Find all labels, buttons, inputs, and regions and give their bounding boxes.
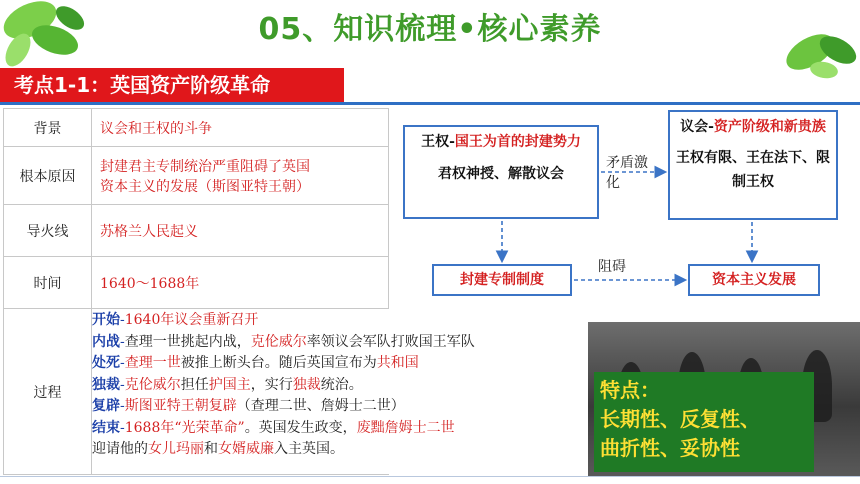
parliament-heading: 议会-资产阶级和新贵族 [680,119,826,135]
row-value-time: 1640～1688年 [92,257,389,309]
table-row [4,257,389,309]
row-label-background: 背景 [4,109,92,147]
page-title: 05、知识梳理•核心素养 [258,12,602,47]
parliament-subtext: 王权有限、王在法下、限制王权 [676,150,830,190]
parliament-box [668,110,838,220]
topic-tag: 考点1-1：英国资产阶级革命 [0,68,344,102]
divider-top [0,102,860,105]
root-cause-line1: 封建君主专制统治严重阻碍了英国 [100,158,310,175]
row-label-trigger: 导火线 [4,205,92,257]
conflict-label-line1: 矛盾激 [606,155,648,171]
process-line: 结束-1688年“光荣革命”。英国发生政变，废黜詹姆士二世 [92,419,455,436]
process-line: 复辟-斯图亚特王朝复辟（查理二世、詹姆士二世） [92,398,405,414]
feudal-system-box: 封建专制制度 [432,264,572,296]
table-row [4,109,389,147]
feature-box [594,372,814,472]
row-label-root-cause: 根本原因 [4,147,92,205]
table-row [4,205,389,257]
kingship-heading: 王权-国王为首的封建势力 [421,134,581,150]
process-line: 处死-查理一世被推上断头台。随后英国宣布为共和国 [92,355,419,371]
conflict-label-line2: 化 [606,175,620,191]
kingship-subtext: 君权神授、解散议会 [438,166,564,182]
feature-line1: 长期性、反复性、 [600,407,760,431]
row-label-process: 过程 [4,309,92,475]
feature-line2: 曲折性、妥协性 [600,436,740,460]
table-row [4,147,389,205]
row-value-root-cause [92,147,389,205]
process-line: 开始-1640年议会重新召开 [92,312,259,328]
row-value-trigger: 苏格兰人民起义 [92,205,389,257]
capitalism-box: 资本主义发展 [688,264,820,296]
process-line: 迎请他的女儿玛丽和女婿威廉入主英国。 [92,441,344,457]
feature-title: 特点： [600,378,660,402]
row-label-time: 时间 [4,257,92,309]
process-line: 内战-查理一世挑起内战，克伦威尔率领议会军队打败国王军队 [92,333,475,350]
kingship-box [403,125,599,219]
process-text [92,310,632,461]
row-value-background: 议会和王权的斗争 [92,109,389,147]
root-cause-line2: 资本主义的发展（斯图亚特王朝） [100,178,310,195]
divider-bottom [0,476,860,477]
hinder-label: 阻碍 [598,259,626,275]
process-line: 独裁-克伦威尔担任护国主，实行独裁统治。 [92,376,363,393]
